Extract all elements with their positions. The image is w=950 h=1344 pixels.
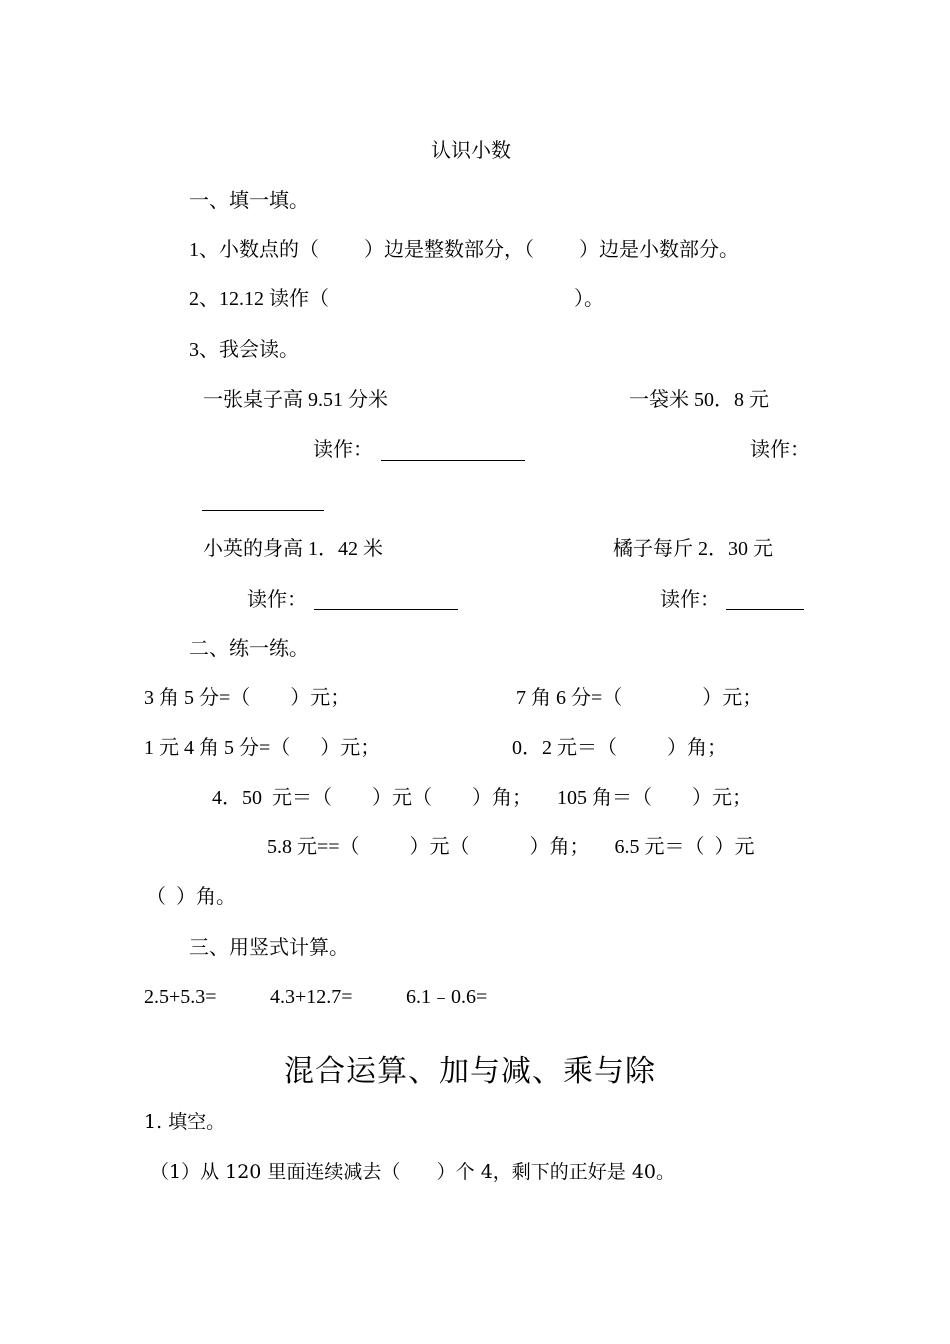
question-1-3: 3、我会读。 bbox=[189, 339, 299, 361]
exercise-line: （ ）角。 bbox=[146, 886, 236, 908]
exercise-line: 3 角 5 分=（ ）元； bbox=[144, 687, 351, 709]
reading-label-rice: 读作： bbox=[750, 439, 810, 461]
reading-item-desk: 一张桌子高 9.51 分米 bbox=[203, 389, 388, 411]
part1-heading: 一、填一填。 bbox=[189, 190, 309, 212]
answer-line-orange[interactable] bbox=[726, 609, 804, 610]
exercise-line: 0．2 元＝（ ）角； bbox=[512, 737, 727, 759]
reading-label-height: 读作： bbox=[247, 589, 307, 611]
reading-item-rice: 一袋米 50．8 元 bbox=[629, 389, 769, 411]
mixed-question-1-1: （1）从 120 里面连续减去（ ）个 4，剩下的正好是 40。 bbox=[150, 1161, 676, 1183]
exercise-line: 7 角 6 分=（ ）元； bbox=[516, 687, 763, 709]
calc-expression: 6.1﹣0.6= bbox=[406, 986, 488, 1008]
reading-label-orange: 读作： bbox=[660, 589, 720, 611]
reading-item-height: 小英的身高 1．42 米 bbox=[203, 538, 383, 560]
mixed-question-1: 1. 填空。 bbox=[144, 1111, 226, 1133]
answer-line-rice[interactable] bbox=[202, 510, 324, 511]
section-title-decimals: 认识小数 bbox=[431, 140, 511, 162]
question-1-1: 1、小数点的（ ）边是整数部分，（ ）边是小数部分。 bbox=[189, 239, 739, 261]
answer-line-height[interactable] bbox=[314, 609, 458, 610]
calc-expression: 4.3+12.7= bbox=[270, 986, 353, 1008]
part2-heading: 二、练一练。 bbox=[189, 638, 309, 660]
section-title-mixed: 混合运算、加与减、乘与除 bbox=[284, 1055, 656, 1088]
part3-heading: 三、用竖式计算。 bbox=[189, 937, 349, 959]
calc-expression: 2.5+5.3= bbox=[144, 986, 217, 1008]
exercise-line: 1 元 4 角 5 分=（ ）元； bbox=[144, 737, 381, 759]
exercise-line: 4．50 元＝（ ）元（ ）角； 105 角＝（ ）元； bbox=[212, 787, 752, 809]
reading-item-orange: 橘子每斤 2．30 元 bbox=[613, 538, 773, 560]
answer-line-desk[interactable] bbox=[381, 460, 525, 461]
reading-label-desk: 读作： bbox=[313, 439, 373, 461]
question-1-2: 2、12.12 读作（ ）。 bbox=[189, 288, 604, 310]
exercise-line: 5.8 元==（ ）元（ ）角； 6.5 元＝（ ）元 bbox=[267, 836, 755, 858]
